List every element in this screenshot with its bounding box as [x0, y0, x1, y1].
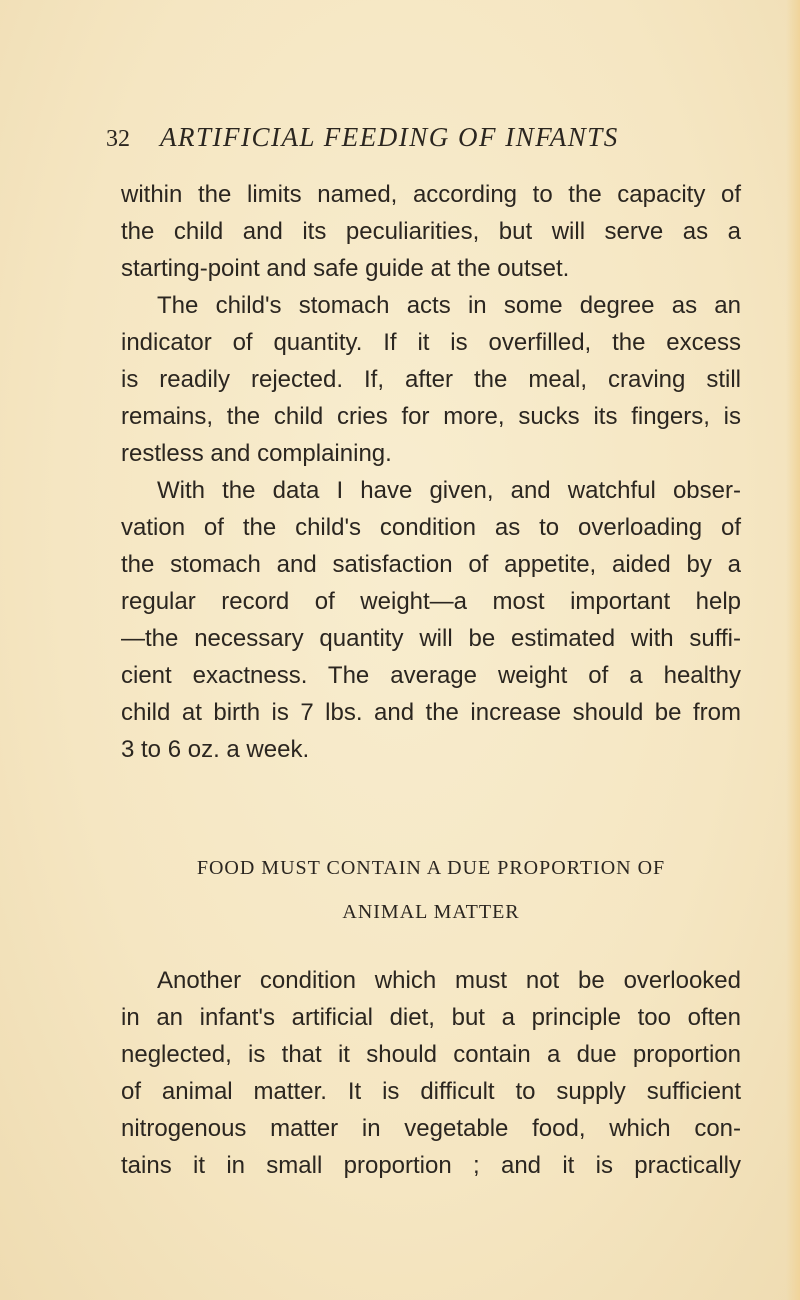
- section-text: [121, 962, 741, 1184]
- text-line: child at birth is 7 lbs. and the increase should be from: [121, 699, 741, 726]
- text-line: regular record of weight—a most important help: [121, 588, 741, 615]
- text-line: in an infant's artificial diet, but a principle too often: [121, 1004, 741, 1031]
- text-line: the child and its peculiarities, but will serve as a: [121, 218, 741, 245]
- text-line: tains it in small proportion ; and it is practically: [121, 1152, 741, 1179]
- text-line: cient exactness. The average weight of a healthy: [121, 662, 741, 689]
- running-head: [106, 122, 746, 153]
- text-line: of animal matter. It is difficult to supply sufficient: [121, 1078, 741, 1105]
- text-line: 3 to 6 oz. a week.: [121, 736, 310, 763]
- section-heading-line: FOOD MUST CONTAIN A DUE PROPORTION OF: [196, 857, 666, 879]
- text-line: restless and complaining.: [121, 440, 392, 467]
- text-line: indicator of quantity. If it is overfilled, the excess: [121, 329, 741, 356]
- running-title: ARTIFICIAL FEEDING OF INFANTS: [160, 122, 619, 152]
- text-line: —the necessary quantity will be estimated with suffi-: [121, 625, 741, 652]
- section-heading: [121, 846, 741, 934]
- text-line: is readily rejected. If, after the meal, craving still: [121, 366, 741, 393]
- text-line: The child's stomach acts in some degree as an: [157, 292, 741, 319]
- section-heading-line: ANIMAL MATTER: [342, 901, 520, 923]
- text-line: starting-point and safe guide at the outset.: [121, 255, 570, 282]
- text-line: Another condition which must not be overlooked: [157, 967, 741, 994]
- text-line: remains, the child cries for more, sucks its fingers, is: [121, 403, 741, 430]
- text-line: neglected, is that it should contain a due proportion: [121, 1041, 741, 1068]
- text-line: vation of the child's condition as to overloading of: [121, 514, 741, 541]
- text-line: nitrogenous matter in vegetable food, which con-: [121, 1115, 741, 1142]
- body-text: [121, 176, 741, 768]
- text-line: With the data I have given, and watchful obser-: [157, 477, 741, 504]
- page-edge-shadow: [786, 0, 800, 1300]
- page-number: 32: [106, 126, 130, 152]
- text-line: within the limits named, according to the capacity of: [121, 181, 741, 208]
- text-line: the stomach and satisfaction of appetite, aided by a: [121, 551, 741, 578]
